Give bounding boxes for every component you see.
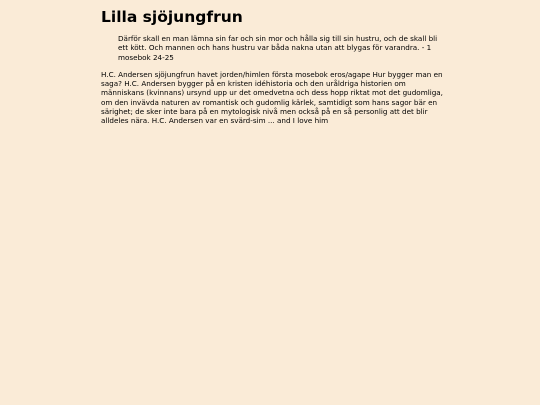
page-title: Lilla sjöjungfrun <box>101 8 243 26</box>
article <box>101 8 446 126</box>
bible-quote: Därför skall en man lämna sin far och sin mor och hålla sig till sin hustru, och de skall bli ett kött. Och mannen och hans hustru var båda nakna utan att blygas för varandra. - 1 mosebok 24-25 <box>118 34 438 62</box>
article-body: H.C. Andersen sjöjungfrun havet jorden/himlen första mosebok eros/agape Hur bygger man en saga? H.C. Andersen bygger på en kristen idéhistoria och den uråldriga historien om människans (kvinnans) ursynd upp ur det omedvetna och dess hopp riktat mot det gudomliga, om den invävda naturen av romantisk och gudomlig kärlek, samtidigt som hans sagor bär en särighet; de sker inte bara på en mytologisk nivå men också på en så personlig att det blir alldeles nära. H.C. Andersen var en svärd-sim ... and I love him <box>101 69 443 126</box>
